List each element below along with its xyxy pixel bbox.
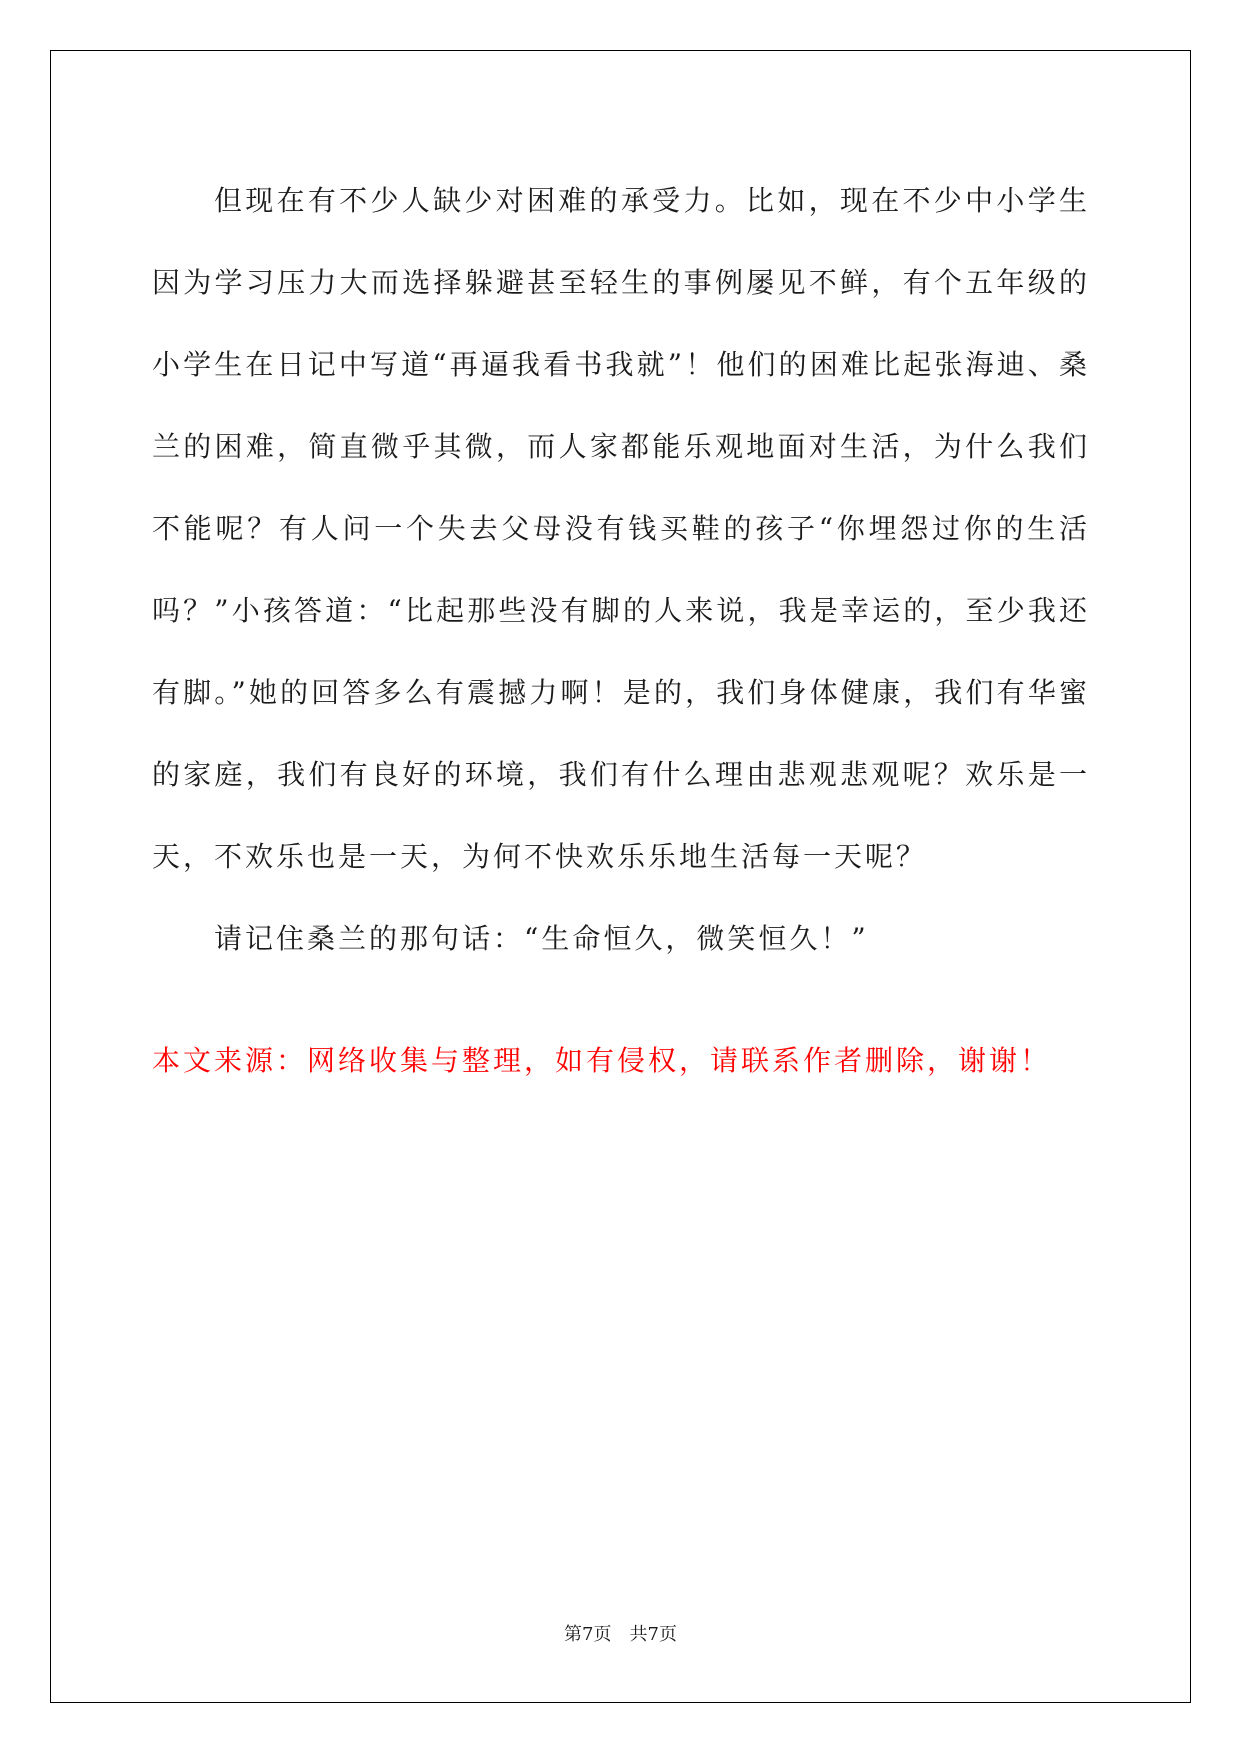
document-body	[152, 160, 1090, 1102]
page-footer	[0, 1622, 1241, 1648]
paragraph-1: 但现在有不少人缺少对困难的承受力。比如，现在不少中小学生因为学习压力大而选择躲避甚至轻生的事例屡见不鲜，有个五年级的小学生在日记中写道“再逼我看书我就”！他们的困难比起张海迪、桑兰的困难，简直微乎其微，而人家都能乐观地面对生活，为什么我们不能呢？有人问一个失去父母没有钱买鞋的孩子“你埋怨过你的生活吗？”小孩答道：“比起那些没有脚的人来说，我是幸运的，至少我还有脚。”她的回答多么有震撼力啊！是的，我们身体健康，我们有华蜜的家庭，我们有良好的环境，我们有什么理由悲观悲观呢？欢乐是一天，不欢乐也是一天，为何不快欢乐乐地生活每一天呢？	[152, 184, 1090, 873]
page-number-label: 第7页 共7页	[564, 1624, 677, 1645]
paragraph-2: 请记住桑兰的那句话：“生命恒久，微笑恒久！”	[214, 922, 869, 955]
source-note: 本文来源：网络收集与整理，如有侵权，请联系作者删除，谢谢！	[152, 1044, 1052, 1077]
